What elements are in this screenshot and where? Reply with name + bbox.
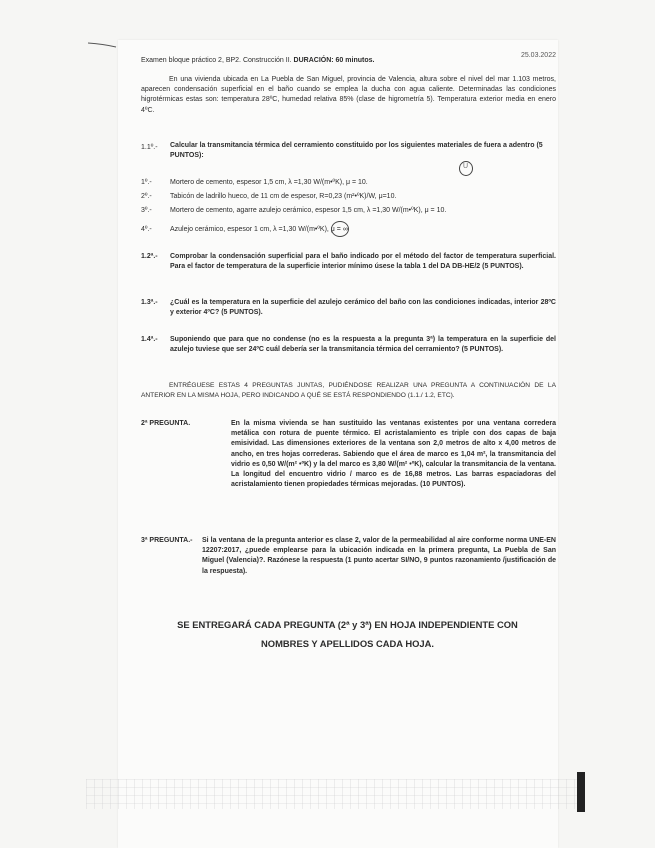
material-2-text: Tabicón de ladrillo hueco, de 11 cm de espesor, R=0,23 (m²•ºK)/W, μ=10. [170,193,397,200]
q3-label: 3ª PREGUNTA.- [141,537,193,544]
pen-mark [88,42,118,48]
q14-text: Suponiendo que para que no condense (no es la respuesta a la pregunta 3ª) la temperatura en la superficie del azulejo tuviese que ser 24ºC cuál debería ser la transmitancia térmica del cerramiento? (5 PUNTOS). [170,336,556,354]
scan-grid-strip [86,779,577,809]
q2-text: En la misma vivienda se han sustituido las ventanas existentes por una ventana corredera metálica con rotura de puente térmico. El acristalamiento es triple con dos capas de baja emisividad. Las dimensiones exteriores de la ventana son 2,0 metros de alto x 4,00 metros de ancho, en tres hojas correderas. Sabiendo que el área de marco es 1,04 m², la transmitancia del vidrio es 0,50 W/(m² •ºK) y la del marco es 3,80 W/(m² •ºK), calcular la transmitancia de la ventana. La longitud del encuentro vidrio / marco es de 16,88 metros. Las barras espaciadoras del acristalamiento tienen propiedades térmicas mejoradas. (10 PUNTOS). [231,420,556,489]
exam-header [141,52,556,66]
delivery-instructions: ENTRÉGUESE ESTAS 4 PREGUNTAS JUNTAS, PUDIÉNDOSE REALIZAR UNA PREGUNTA A CONTINUACIÓN DE LA ANTERIOR EN LA MISMA HOJA, PERO INDICANDO A QUÉ SE ESTÁ RESPONDIENDO (1.1./ 1.2, ETC). [141,382,556,400]
material-4-num: 4º.- [141,226,152,233]
q11-text: Calcular la transmitancia térmica del cerramiento constituido por los siguientes materiales de fuera a adentro (5 PUNTOS): [170,142,543,160]
material-4-text: Azulejo cerámico, espesor 1 cm, λ =1,30 W/(m•ºK), μ = ∞ [170,226,348,233]
q2-label: 2ª PREGUNTA. [141,420,191,427]
q12-text: Comprobar la condensación superficial para el baño indicado por el método del factor de temperatura superficial. Para el factor de temperatura de la superficie interior mínimo úsese la tabla 1 del DA DB-HE/2 (5 PUNTOS). [170,253,556,271]
material-1-text: Mortero de cemento, espesor 1,5 cm, λ =1,30 W/(m•ºK), μ = 10. [170,179,368,186]
material-2-num: 2º.- [141,193,152,200]
material-1-num: 1º.- [141,179,152,186]
handwritten-mark: U [459,161,473,176]
q3-text: Si la ventana de la pregunta anterior es clase 2, valor de la permeabilidad al aire conforme norma UNE-EN 12207:2017, ¿puede emplearse para la ubicación indicada en la primera pregunta, La Puebla de San Miguel (Valencia)?. Razónese la respuesta (1 punto acertar SI/NO, 9 puntos razonamiento /justificación de la respuesta). [202,537,556,575]
final-notice-line1: SE ENTREGARÁ CADA PREGUNTA (2ª y 3ª) EN HOJA INDEPENDIENTE CON [177,619,518,630]
exam-title: Examen bloque práctico 2, BP2. Construcción II. [141,57,292,64]
exam-date: 25.03.2022 [520,52,556,59]
exam-duration: DURACIÓN: 60 minutos. [293,57,375,64]
q13-number: 1.3ª.- [141,299,158,306]
q14-number: 1.4ª.- [141,336,158,343]
scan-edge-marker [577,772,585,812]
final-notice-line2: NOMBRES Y APELLIDOS CADA HOJA. [261,638,434,649]
infinity-circle [331,221,349,237]
q12-number: 1.2ª.- [141,253,158,260]
material-3-num: 3º.- [141,207,152,214]
q13-text: ¿Cuál es la temperatura en la superficie del azulejo cerámico del baño con las condiciones indicadas, interior 28ºC y exterior 4ºC? (5 PUNTOS). [170,299,556,317]
q11-number: 1.1º.- [141,144,158,151]
material-3-text: Mortero de cemento, agarre azulejo cerámico, espesor 1,5 cm, λ =1,30 W/(m•ºK), μ = 10. [170,207,447,214]
intro-paragraph: En una vivienda ubicada en La Puebla de San Miguel, provincia de Valencia, altura sobre el nivel del mar 1.103 metros, aparecen condensación superficial en el baño cuando se emplea la ducha con agua caliente. Determinadas las condiciones higrotérmicas estas son: temperatura 28ºC, humedad relativa 85% (clase de higrometría 5). Temperatura exterior media en enero 4ºC. [141,76,556,114]
